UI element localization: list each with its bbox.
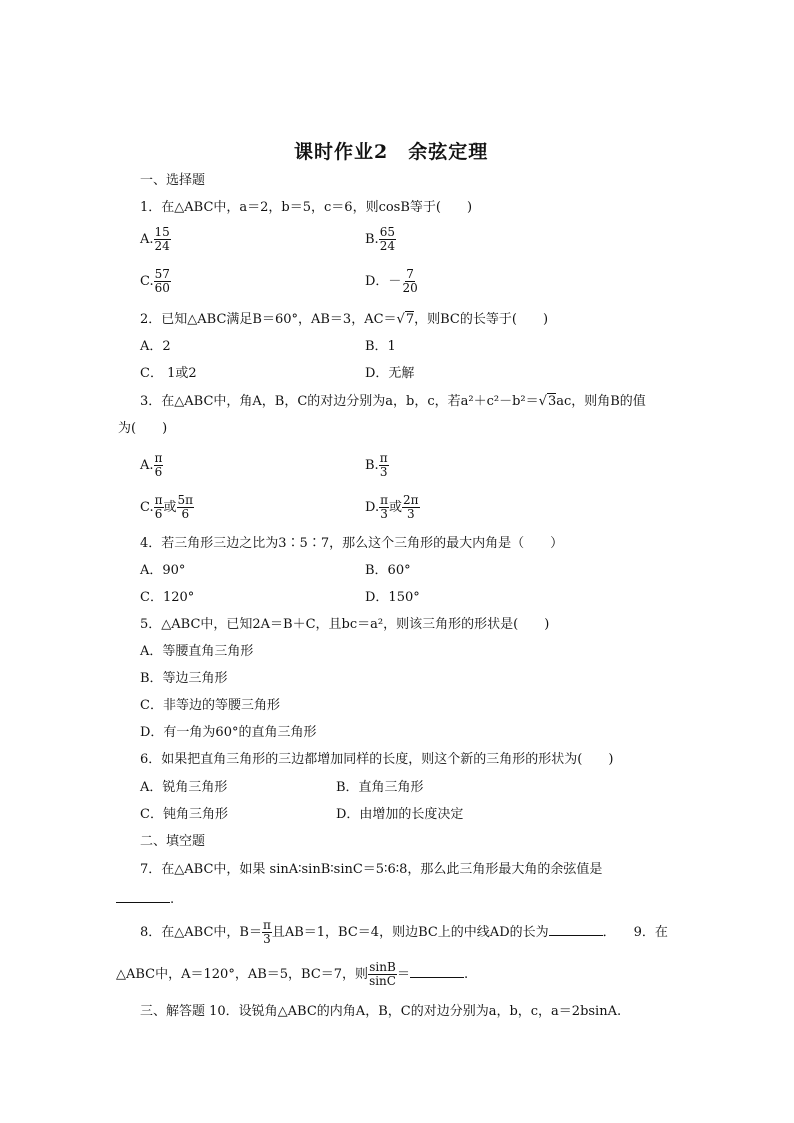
radicand: 3 [547, 394, 557, 409]
option-label: C. [140, 274, 154, 289]
question-4-option-a: A．90° [140, 563, 186, 578]
fraction: $\frac{5\pi}{6}$ [177, 493, 194, 521]
answer-blank [116, 890, 170, 903]
section-heading-fill: 二、填空题 [140, 834, 206, 849]
question-4-stem: 4．若三角形三边之比为3∶5∶7，那么这个三角形的最大内角是（ ） [140, 536, 564, 551]
question-2-option-c: C． 1或2 [140, 366, 197, 381]
fraction: $\frac{\pi}{3}$ [380, 493, 388, 521]
option-label: A. [140, 232, 154, 247]
question-6-option-c: C．钝角三角形 [140, 807, 228, 822]
question-3-stem: 3．在△ABC中，角A，B，C的对边分别为a，b，c，若a²＋c²－b²＝√3ac，则角B的值 [140, 394, 646, 409]
question-1-option-c [140, 268, 171, 296]
question-1-option-a [140, 226, 171, 254]
fraction: $\frac{15}{24}$ [154, 225, 170, 253]
sqrt-sign: √ [538, 394, 547, 409]
answer-blank [410, 965, 464, 978]
question-5-option-a: A．等腰直角三角形 [140, 644, 254, 659]
radicand: 7 [405, 312, 415, 327]
fraction: $\frac{7}{20}$ [402, 267, 418, 295]
fraction: $\frac{\pi}{3}$ [379, 451, 388, 479]
question-3-option-d: D. $\frac{\pi}{3}$ 或 $\frac{2\pi}{3}$ [365, 493, 419, 521]
option-label: D．－ [365, 274, 402, 289]
fraction: $\frac{\sin B}{\sin C}$ [369, 960, 396, 988]
question-5-option-b: B．等边三角形 [140, 671, 228, 686]
question-5-option-c: C．非等边的等腰三角形 [140, 698, 280, 713]
question-4-option-d: D．150° [365, 590, 420, 605]
question-1-option-d [365, 268, 419, 296]
question-2-option-a: A．2 [140, 339, 171, 354]
question-1-stem: 1．在△ABC中，a＝2，b＝5，c＝6，则cosB等于( ) [140, 200, 473, 215]
question-5-stem: 5．△ABC中，已知2A＝B＋C，且bc＝a²，则该三角形的形状是( ) [140, 617, 550, 632]
question-5-option-d: D．有一角为60°的直角三角形 [140, 725, 317, 740]
fraction: $\frac{\pi}{6}$ [154, 451, 163, 479]
question-6-option-a: A．锐角三角形 [140, 780, 228, 795]
question-6-option-d: D．由增加的长度决定 [336, 807, 464, 822]
question-2-option-b: B．1 [365, 339, 396, 354]
page-title: 课时作业2 余弦定理 [294, 141, 489, 163]
question-6-option-b: B．直角三角形 [336, 780, 424, 795]
question-6-stem: 6．如果把直角三角形的三边都增加同样的长度，则这个新的三角形的形状为( ) [140, 752, 614, 767]
question-3-stem-line2: 为( ) [118, 421, 168, 436]
fraction: $\frac{2\pi}{3}$ [403, 493, 419, 521]
question-3-option-c: C. $\frac{\pi}{6}$ 或 $\frac{5\pi}{6}$ [140, 493, 194, 521]
question-3-option-b: B. $\frac{\pi}{3}$ [365, 451, 388, 479]
question-1-option-b [365, 226, 396, 254]
question-10-stem: 三、解答题 10．设锐角△ABC的内角A，B，C的对边分别为a，b，c，a＝2bsinA. [140, 1004, 622, 1019]
answer-blank [549, 923, 603, 936]
sqrt-sign: √ [396, 312, 405, 327]
question-4-option-c: C．120° [140, 590, 195, 605]
fraction: $\frac{\pi}{6}$ [154, 493, 163, 521]
option-label: B. [365, 232, 379, 247]
question-7-answer-line: . [116, 890, 174, 908]
question-2-option-d: D．无解 [365, 366, 415, 381]
fraction: $\frac{57}{60}$ [154, 267, 170, 295]
fraction: $\frac{65}{24}$ [379, 225, 395, 253]
section-heading-choice: 一、选择题 [140, 173, 206, 188]
question-8-stem: 8．在△ABC中，B＝ $\frac{\pi}{3}$ 且AB＝1，BC＝4，则边BC上的中线AD的长为 ． 9．在 [140, 918, 668, 946]
question-7-stem: 7．在△ABC中，如果 sinA∶sinB∶sinC＝5∶6∶8，那么此三角形最大角的余弦值是 [140, 862, 603, 877]
question-2-stem: 2．已知△ABC满足B＝60°，AB＝3，AC＝√7，则BC的长等于( ) [140, 312, 549, 327]
question-9-stem: △ABC中，A＝120°，AB＝5，BC＝7，则 $\frac{\sin B}{\sin C}$ ＝ . [116, 960, 469, 988]
fraction: $\frac{\pi}{3}$ [262, 918, 271, 946]
question-4-option-b: B．60° [365, 563, 411, 578]
question-3-option-a: A. $\frac{\pi}{6}$ [140, 451, 163, 479]
